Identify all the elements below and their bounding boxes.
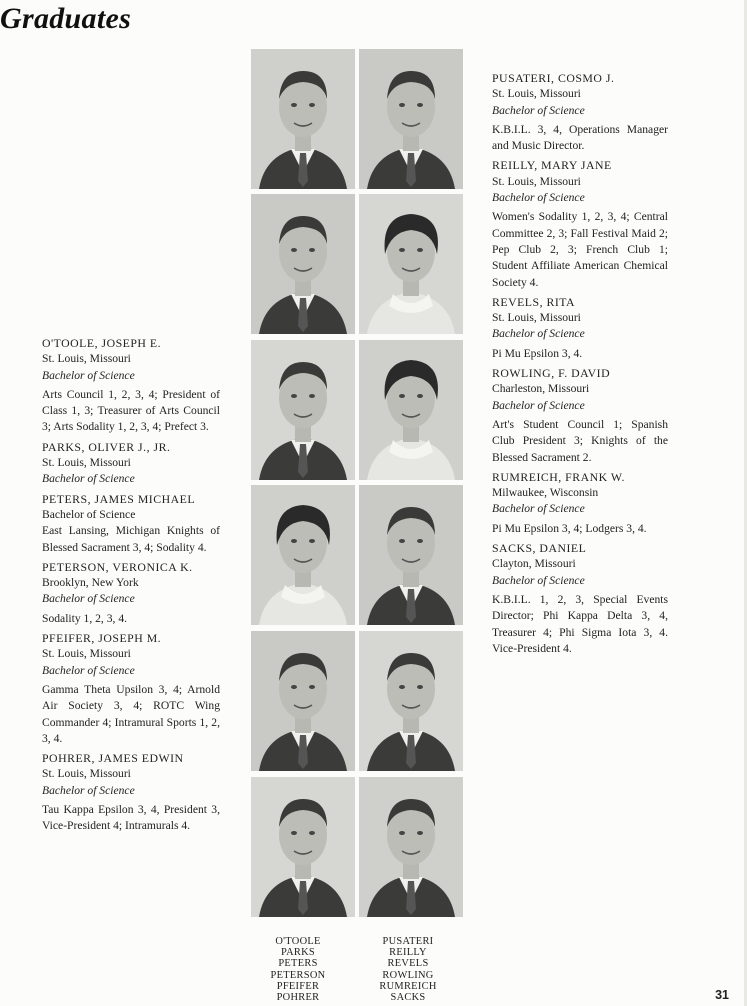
graduate-hometown: Bachelor of Science	[42, 507, 136, 521]
graduate-degree: Bachelor of Science	[492, 398, 585, 412]
graduate-degree: Bachelor of Science	[492, 573, 585, 587]
graduate-activities: Women's Sodality 1, 2, 3, 4; Central Committee 2, 3; Fall Festival Maid 2; Pep Club 2, 3; French Club 1; Student Affiliate American Chemical Society 4.	[492, 210, 668, 289]
graduate-entry	[492, 365, 668, 466]
portrait-photo	[251, 777, 355, 917]
caption-name: PETERSON	[270, 969, 326, 981]
portrait-photo	[251, 631, 355, 771]
graduate-degree: Bachelor of Science	[42, 592, 135, 606]
caption-name: REILLY	[389, 947, 427, 959]
portrait-photo	[359, 194, 463, 334]
graduate-hometown: Milwaukee, Wisconsin	[492, 486, 599, 500]
graduate-hometown: St. Louis, Missouri	[492, 174, 581, 188]
graduate-entry	[492, 540, 668, 657]
graduate-name: REILLY, MARY JANE	[492, 158, 612, 173]
graduate-activities: Art's Student Council 1; Spanish Club President 3; Knights of the Blessed Sacrament 2.	[492, 417, 668, 464]
graduate-entry	[492, 294, 668, 362]
graduate-activities: K.B.I.L. 3, 4, Operations Manager and Music Director.	[492, 122, 668, 153]
graduate-name: SACKS, DANIEL	[492, 541, 587, 556]
caption-name: PFEIFER	[276, 980, 320, 992]
portrait-photo	[359, 49, 463, 189]
graduate-entry	[492, 469, 668, 537]
graduate-degree: Bachelor of Science	[42, 783, 135, 797]
portrait-photo	[251, 49, 355, 189]
graduate-hometown: St. Louis, Missouri	[42, 352, 131, 366]
page-title: Graduates	[0, 2, 132, 35]
graduate-name: PETERSON, VERONICA K.	[42, 559, 193, 574]
graduate-degree: Bachelor of Science	[492, 103, 585, 117]
caption-name: SACKS	[390, 992, 426, 1004]
graduate-entry	[492, 70, 668, 154]
graduate-activities: K.B.I.L. 1, 2, 3, Special Events Director; Phi Kappa Delta 3, 4, Treasurer 4; Phi Sigma Iota 3, 4. Vice-President 4.	[492, 592, 668, 655]
portrait-photo	[359, 777, 463, 917]
graduate-activities: Sodality 1, 2, 3, 4.	[42, 611, 128, 625]
caption-name: RUMREICH	[379, 980, 437, 992]
portrait-photo	[251, 485, 355, 625]
graduate-name: O'TOOLE, JOSEPH E.	[42, 336, 162, 350]
graduate-degree: Bachelor of Science	[42, 663, 135, 677]
graduate-degree: Bachelor of Science	[492, 502, 585, 516]
graduate-name: PFEIFER, JOSEPH M.	[42, 631, 162, 646]
graduate-degree: Bachelor of Science	[492, 327, 585, 341]
graduate-name: RUMREICH, FRANK W.	[492, 469, 625, 484]
caption-name: PETERS	[278, 958, 318, 970]
graduate-name: POHRER, JAMES EDWIN	[42, 751, 184, 766]
graduate-hometown: St. Louis, Missouri	[42, 647, 131, 661]
graduate-hometown: St. Louis, Missouri	[492, 311, 581, 325]
graduate-degree: Bachelor of Science	[42, 472, 135, 486]
graduate-activities: Pi Mu Epsilon 3, 4.	[492, 346, 583, 360]
graduate-entry	[42, 630, 220, 747]
graduate-hometown: Clayton, Missouri	[492, 557, 576, 571]
graduate-name: REVELS, RITA	[492, 294, 576, 309]
right-biography-column	[492, 70, 668, 660]
graduate-activities: Gamma Theta Upsilon 3, 4; Arnold Air Society 3, 4; ROTC Wing Commander 4; Intramural Sports 1, 2, 3, 4.	[42, 682, 220, 745]
caption-name: REVELS	[387, 958, 429, 970]
graduate-degree: Bachelor of Science	[492, 191, 585, 205]
portrait-photo	[359, 485, 463, 625]
portrait-photo	[359, 631, 463, 771]
caption-name: O'TOOLE	[275, 936, 321, 947]
graduate-name: PUSATERI, COSMO J.	[492, 71, 615, 85]
caption-name: PARKS	[280, 947, 316, 959]
graduate-degree: Bachelor of Science	[42, 368, 135, 382]
portrait-photo	[251, 340, 355, 480]
graduate-hometown: St. Louis, Missouri	[492, 87, 581, 101]
graduate-name: PARKS, OLIVER J., JR.	[42, 439, 171, 454]
graduate-hometown: St. Louis, Missouri	[42, 767, 131, 781]
graduate-entry	[42, 439, 220, 488]
graduate-activities: East Lansing, Michigan Knights of Blessed Sacrament 3, 4; Sodality 4.	[42, 524, 220, 554]
caption-name: POHRER	[276, 992, 320, 1004]
graduate-entry	[42, 491, 220, 556]
graduate-entry	[42, 750, 220, 834]
portrait-photo	[251, 194, 355, 334]
caption-left-column	[248, 936, 348, 1003]
graduate-hometown: Brooklyn, New York	[42, 576, 139, 590]
graduate-entry	[42, 335, 220, 436]
graduate-activities: Arts Council 1, 2, 3, 4; President of Class 1, 3; Treasurer of Arts Council 3; Arts Sodality 1, 2, 3, 4; Prefect 3.	[42, 387, 220, 434]
left-biography-column	[42, 335, 220, 838]
graduate-entry	[492, 157, 668, 290]
portrait-photo	[359, 340, 463, 480]
graduate-activities: Tau Kappa Epsilon 3, 4, President 3, Vice-President 4; Intramurals 4.	[42, 803, 220, 833]
caption-name: PUSATERI	[382, 936, 434, 947]
graduate-name: PETERS, JAMES MICHAEL	[42, 491, 196, 506]
caption-right-column	[358, 936, 458, 1003]
caption-name: ROWLING	[382, 969, 434, 981]
graduate-hometown: Charleston, Missouri	[492, 382, 590, 396]
graduate-activities: Pi Mu Epsilon 3, 4; Lodgers 3, 4.	[492, 521, 647, 535]
page-number: 31	[715, 988, 729, 1002]
graduate-entry	[42, 559, 220, 627]
graduate-hometown: St. Louis, Missouri	[42, 456, 131, 470]
graduate-name: ROWLING, F. DAVID	[492, 366, 611, 381]
